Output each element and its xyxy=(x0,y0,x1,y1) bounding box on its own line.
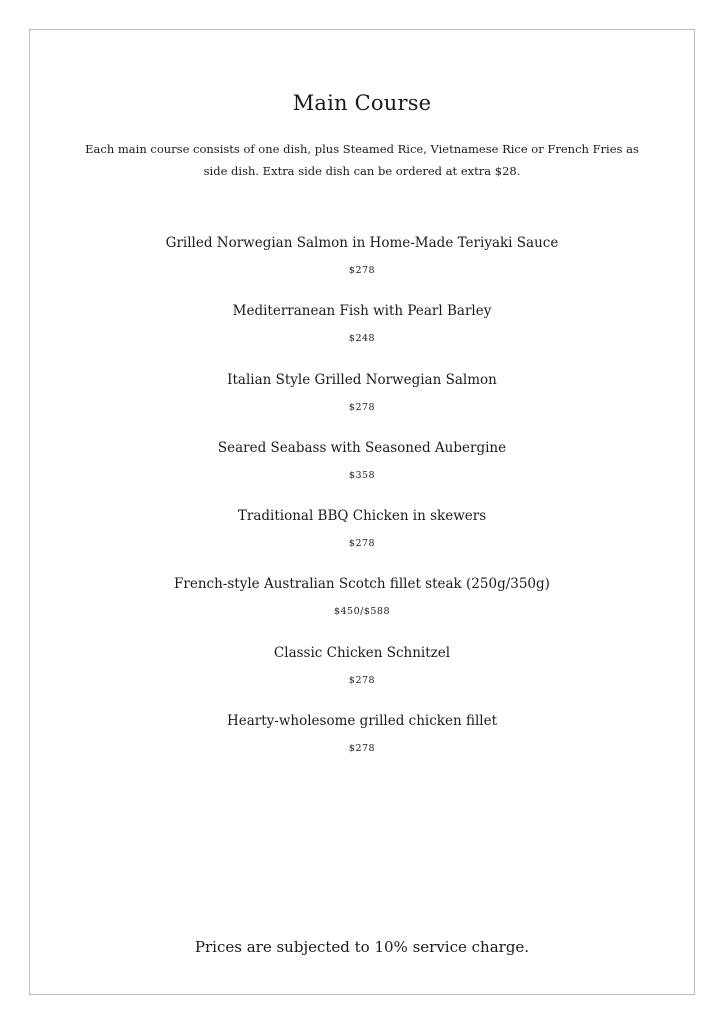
dish-price: $278 xyxy=(348,265,376,276)
menu-item xyxy=(0,299,724,367)
dish-price: $278 xyxy=(348,401,376,413)
dish-name: Italian Style Grilled Norwegian Salmon xyxy=(227,371,497,388)
dish-price: $278 xyxy=(348,674,376,686)
menu-item xyxy=(0,709,724,777)
dish-price: $278 xyxy=(348,743,376,755)
menu-item xyxy=(0,572,724,640)
menu-item xyxy=(0,504,724,572)
dish-name: Seared Seabass with Seasoned Aubergine xyxy=(217,439,507,456)
dish-price: $358 xyxy=(348,469,376,481)
dish-name: Mediterranean Fish with Pearl Barley xyxy=(232,303,492,320)
dish-price: $278 xyxy=(348,538,376,550)
service-charge-note: Prices are subjected to 10% service charge. xyxy=(194,938,530,956)
page-title: Main Course xyxy=(292,91,432,115)
dish-name: French-style Australian Scotch fillet steak (250g/350g) xyxy=(174,576,550,593)
menu-item xyxy=(0,368,724,436)
menu-list xyxy=(0,231,724,777)
menu-item xyxy=(0,231,724,299)
menu-intro: Each main course consists of one dish, plus Steamed Rice, Vietnamese Rice or French Fries as side dish. Extra side dish can be ordered at extra $28. xyxy=(85,142,639,178)
dish-name: Grilled Norwegian Salmon in Home-Made Teriyaki Sauce xyxy=(165,235,559,251)
menu-item xyxy=(0,641,724,709)
dish-name: Classic Chicken Schnitzel xyxy=(273,644,451,661)
dish-price: $248 xyxy=(348,333,376,345)
menu-item xyxy=(0,436,724,504)
dish-name: Traditional BBQ Chicken in skewers xyxy=(237,508,487,525)
dish-price: $450/$588 xyxy=(333,606,391,618)
dish-name: Hearty-wholesome grilled chicken fillet xyxy=(226,713,497,730)
